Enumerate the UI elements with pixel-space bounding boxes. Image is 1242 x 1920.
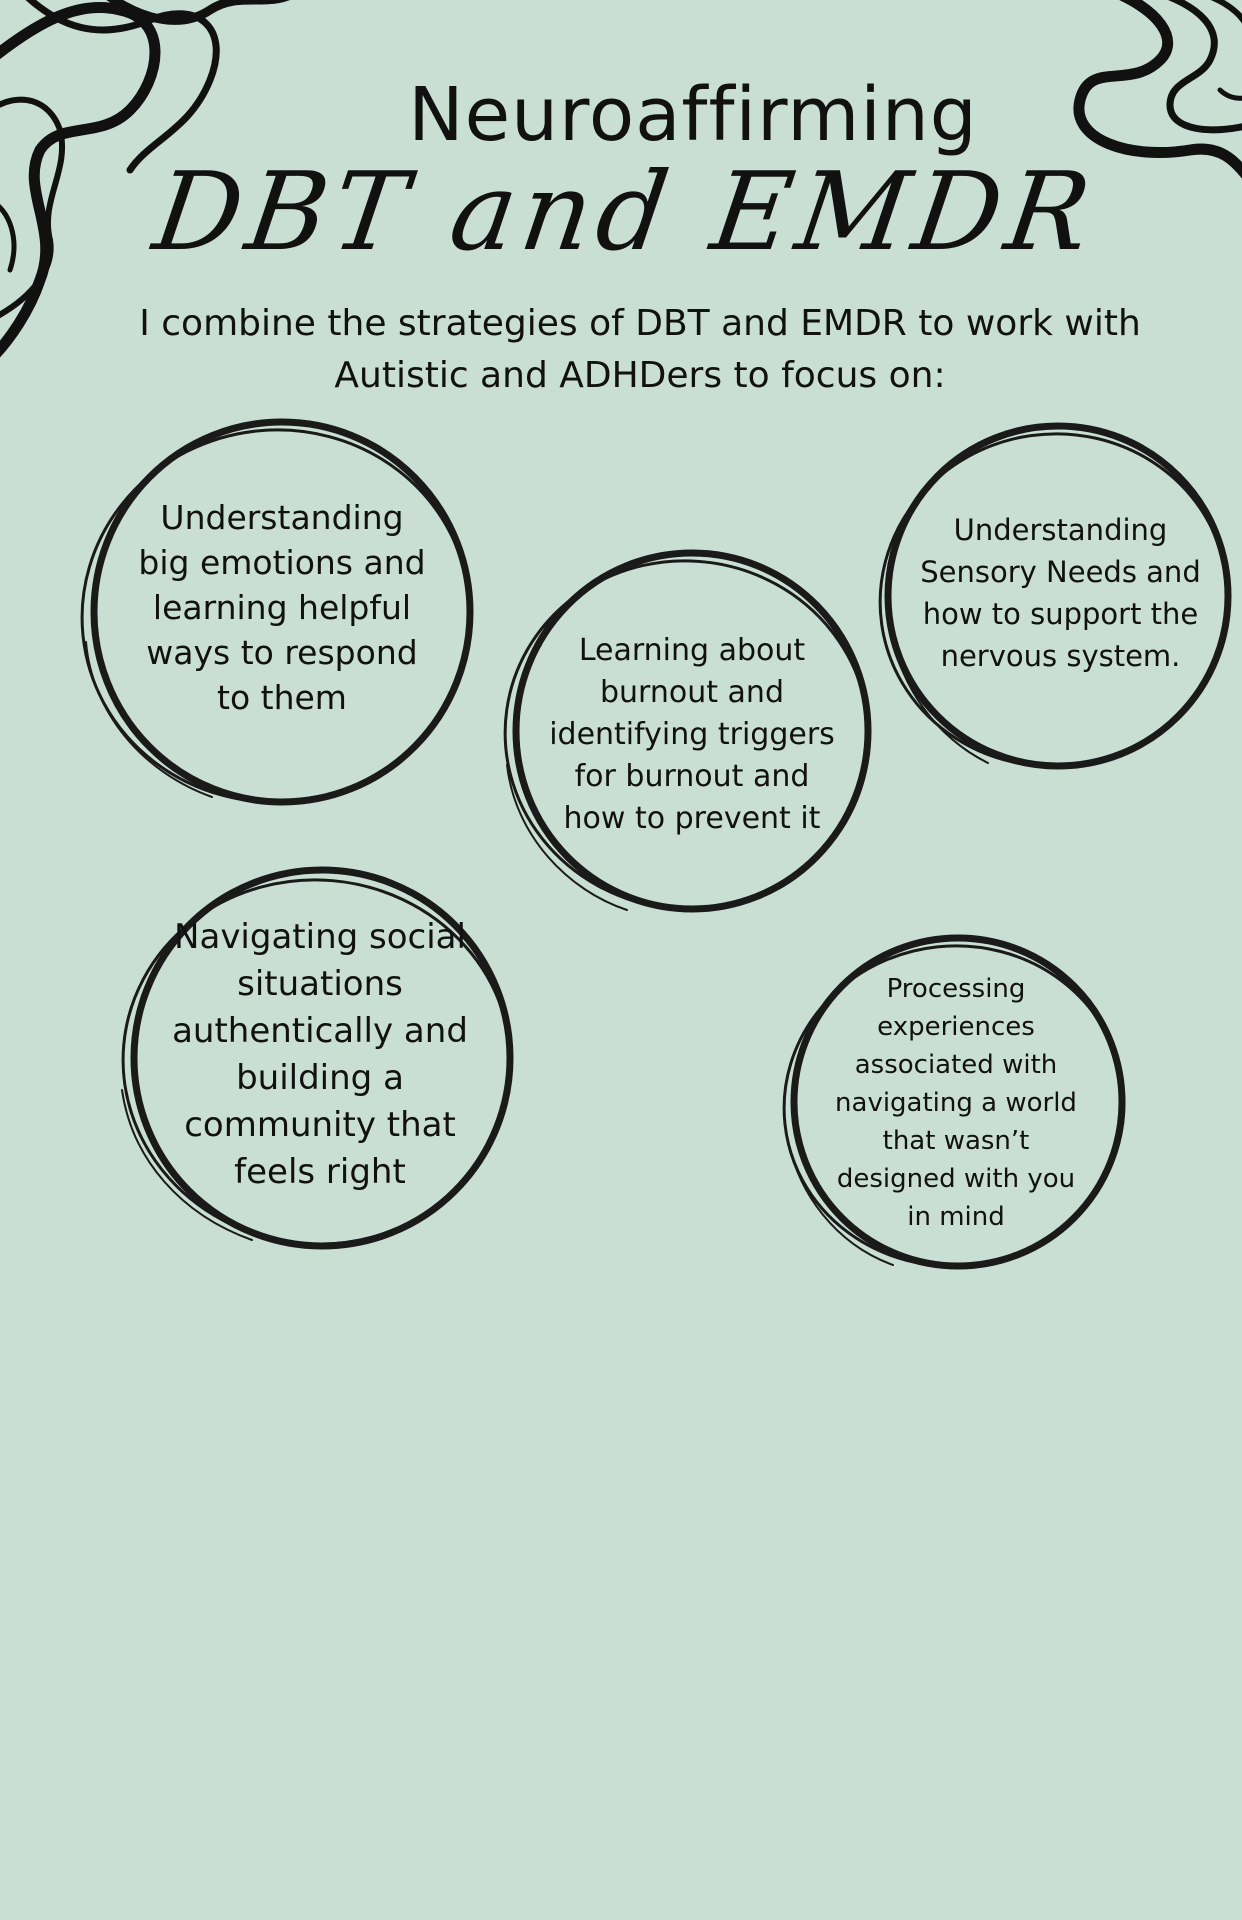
page-subtitle-script: DBT and EMDR xyxy=(146,150,1104,275)
focus-text: Understanding Sensory Needs and how to support the nervous system. xyxy=(920,513,1201,673)
focus-bubble-burnout xyxy=(497,545,882,917)
focus-text: Learning about burnout and identifying triggers for burnout and how to prevent it xyxy=(549,633,835,836)
page-title: Neuroaffirming xyxy=(408,72,978,158)
focus-bubble-processing-experiences xyxy=(778,930,1133,1275)
focus-text: Understanding big emotions and learning helpful ways to respond to them xyxy=(138,497,426,717)
focus-bubble-social-situations xyxy=(112,860,522,1255)
focus-bubble-sensory-needs xyxy=(878,418,1242,780)
intro-text: I combine the strategies of DBT and EMDR to work with Autistic and ADHDers to focus on: xyxy=(139,303,1141,396)
focus-text: Processing experiences associated with navigating a world that wasn’t designed with you in mind xyxy=(835,974,1077,1232)
focus-text: Navigating social situations authentically and building a community that feels right xyxy=(172,917,468,1192)
focus-bubble-big-emotions xyxy=(72,412,482,812)
